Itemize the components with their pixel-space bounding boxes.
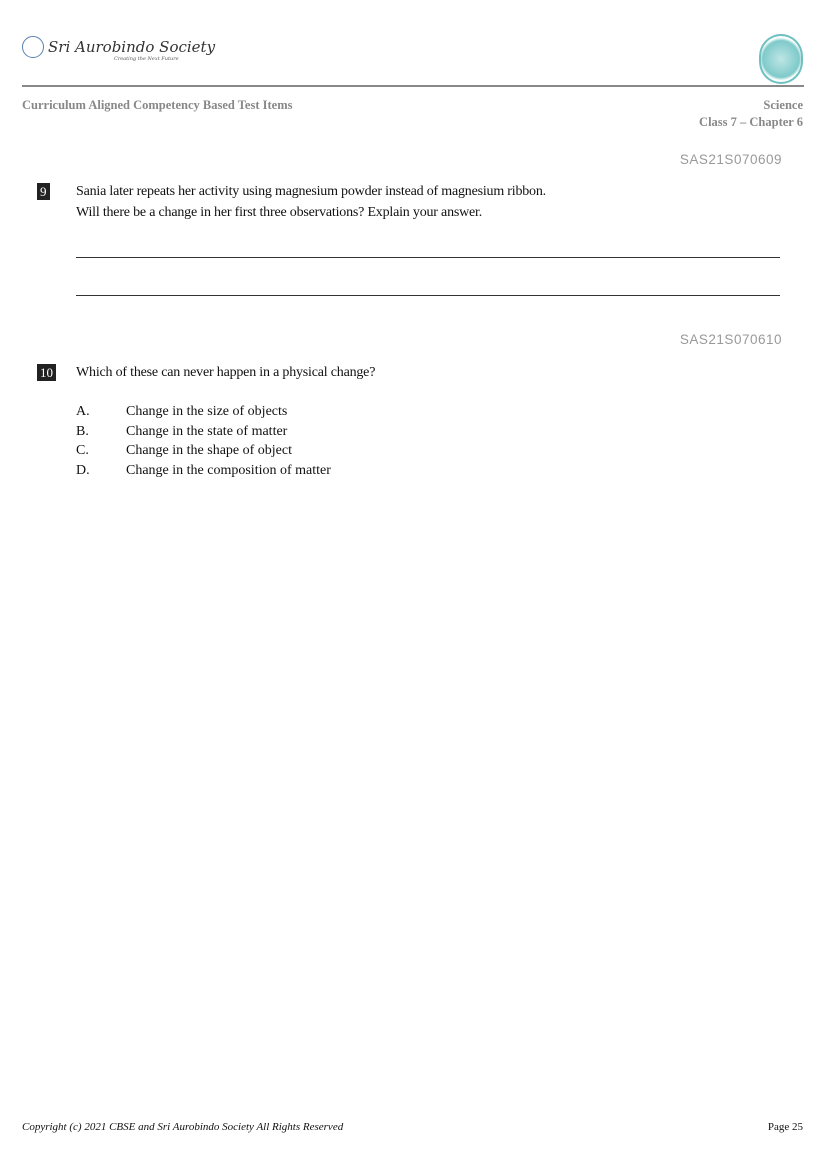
- question-line: Sania later repeats her activity using magnesium powder instead of magnesium ribbon.: [76, 184, 546, 199]
- sri-aurobindo-society-logo: [22, 36, 216, 62]
- option-a[interactable]: [76, 402, 331, 422]
- option-letter: A.: [76, 404, 90, 419]
- document-title: Curriculum Aligned Competency Based Test Items: [22, 98, 293, 112]
- option-text: Change in the composition of matter: [126, 462, 331, 478]
- option-letter: B.: [76, 423, 89, 439]
- logo-tagline: Creating the Next Future: [114, 56, 179, 62]
- subject: Science: [763, 98, 803, 112]
- question-number: 10: [37, 364, 56, 381]
- option-letter: D.: [76, 462, 90, 478]
- option-letter: C.: [76, 443, 89, 458]
- item-code: SAS21S070610: [679, 332, 782, 347]
- option-b[interactable]: [76, 422, 331, 442]
- header-divider: [22, 85, 804, 87]
- option-d[interactable]: [76, 461, 331, 481]
- copyright: Copyright (c) 2021 CBSE and Sri Aurobindo Society All Rights Reserved: [22, 1121, 344, 1133]
- option-text: Change in the shape of object: [126, 443, 293, 458]
- answer-line[interactable]: [76, 257, 780, 258]
- question-text: [76, 181, 546, 223]
- options-list: [76, 402, 331, 480]
- question-line: Will there be a change in her first three observations? Explain your answer.: [76, 205, 483, 220]
- cbse-seal-icon: [759, 34, 803, 84]
- logo-text: Sri Aurobindo Society: [48, 38, 216, 56]
- item-code: SAS21S070609: [679, 152, 782, 167]
- question-number: 9: [37, 183, 50, 200]
- option-c[interactable]: [76, 441, 331, 461]
- answer-line[interactable]: [76, 295, 780, 296]
- page-number: Page 25: [767, 1121, 803, 1133]
- class-chapter: Class 7 – Chapter 6: [699, 115, 803, 129]
- option-text: Change in the size of objects: [126, 404, 288, 419]
- globe-icon: [22, 36, 44, 58]
- question-text: Which of these can never happen in a physical change?: [76, 365, 376, 380]
- option-text: Change in the state of matter: [126, 423, 288, 439]
